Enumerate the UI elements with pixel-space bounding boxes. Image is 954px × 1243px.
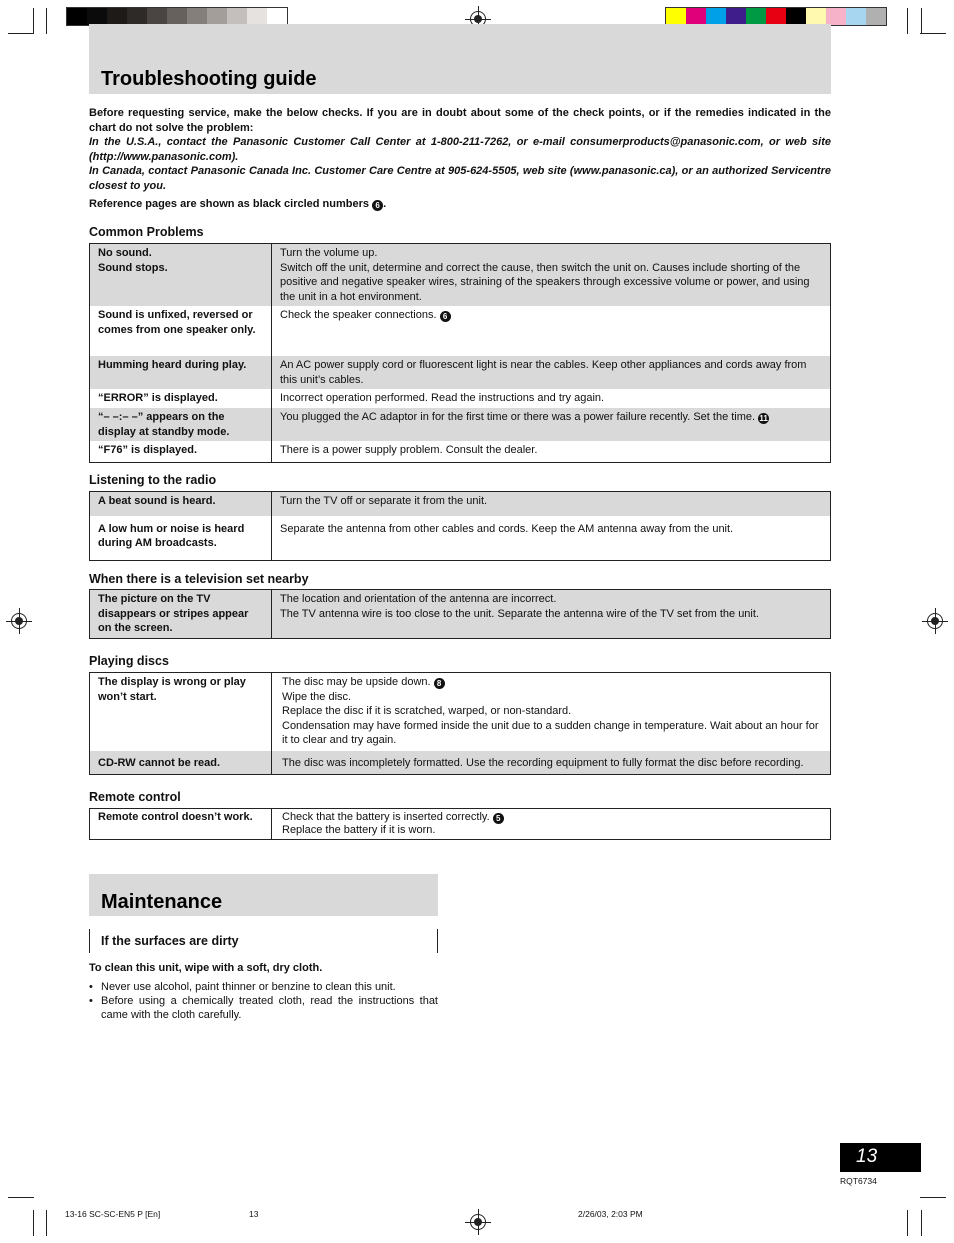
crop-mark: [33, 8, 34, 34]
print-page: 13: [249, 1209, 259, 1219]
section-heading-discs: Playing discs: [89, 654, 169, 668]
page-number: 13: [856, 1146, 878, 1167]
table-row: The display is wrong or play won’t start. The disc may be upside down. 8 Wipe the disc. Replace the disc if it is scratched, warped, or non-standard. Condensation may have formed inside the unit due to a sudden change in temperature. Wait about an hour for it to clear and try again.: [90, 673, 831, 751]
table-row: Humming heard during play. An AC power supply cord or fluorescent light is near the cables. Keep other appliances and cords away from this unit’s cables.: [90, 356, 831, 389]
color-swatch: [726, 8, 746, 25]
maintenance-subheading-box: [89, 929, 438, 953]
crop-mark: [8, 33, 34, 34]
color-swatch: [107, 8, 127, 25]
section-heading-common: Common Problems: [89, 225, 204, 239]
crop-mark: [920, 33, 946, 34]
section-heading-remote: Remote control: [89, 790, 181, 804]
color-swatch: [846, 8, 866, 25]
color-swatch: [247, 8, 267, 25]
radio-table: [89, 491, 831, 561]
table-row: “ERROR” is displayed. Incorrect operation performed. Read the instructions and try again.: [90, 389, 831, 408]
color-swatch: [227, 8, 247, 25]
color-swatch: [746, 8, 766, 25]
intro-bold: Before requesting service, make the below checks. If you are in doubt about some of the check points, or if the remedies indicated in the chart do not solve the problem:: [89, 107, 831, 134]
circled-number-icon: 6: [372, 200, 383, 211]
circled-number-icon: 8: [434, 678, 445, 689]
model-code: RQT6734: [840, 1176, 877, 1186]
crop-mark: [46, 8, 47, 34]
color-swatch: [127, 8, 147, 25]
table-row: “– –:– –” appears on the display at standby mode. You plugged the AC adaptor in for the first time or there was a power failure recently. Set the time. 11: [90, 408, 831, 441]
page-number-box: [840, 1143, 921, 1172]
intro-text: [89, 106, 831, 194]
circled-number-icon: 11: [759, 414, 768, 423]
crop-mark: [907, 8, 908, 34]
file-name: 13-16 SC-SC-EN5 P [En]: [65, 1209, 161, 1219]
discs-table: [89, 672, 831, 775]
reference-note: Reference pages are shown as black circled numbers 6 .: [89, 198, 387, 210]
crop-mark: [920, 1197, 946, 1198]
table-row: A beat sound is heard. Turn the TV off or separate it from the unit.: [90, 492, 831, 516]
clean-instruction: To clean this unit, wipe with a soft, dry cloth.: [89, 962, 323, 974]
maintenance-subheading: If the surfaces are dirty: [101, 934, 239, 948]
registration-mark-icon: [927, 613, 943, 629]
color-swatch: [67, 8, 87, 25]
remote-table: [89, 808, 831, 840]
color-swatch: [207, 8, 227, 25]
color-swatch: [87, 8, 107, 25]
color-swatch: [766, 8, 786, 25]
color-swatch: [706, 8, 726, 25]
maintenance-title-band: [89, 874, 438, 916]
table-row: Sound is unfixed, reversed or comes from one speaker only. Check the speaker connections. 6: [90, 306, 831, 356]
intro-usa: In the U.S.A., contact the Panasonic Customer Call Center at 1-800-211-7262, or e-mail consumerproducts@panasonic.com, or web site (http://www.panasonic.com).: [89, 136, 831, 163]
table-row: The picture on the TV disappears or stripes appear on the screen. The location and orientation of the antenna are incorrect. The TV antenna wire is too close to the unit. Separate the antenna wire of the TV set from the unit.: [90, 590, 831, 639]
section-heading-radio: Listening to the radio: [89, 473, 217, 487]
troubleshooting-title-band: [89, 24, 831, 94]
color-swatch: [806, 8, 826, 25]
color-swatch: [187, 8, 207, 25]
maintenance-title: Maintenance: [101, 891, 223, 913]
crop-mark: [907, 1210, 908, 1236]
tv-table: [89, 589, 831, 639]
table-row: CD-RW cannot be read. The disc was incompletely formatted. Use the recording equipment to fully format the disc before recording.: [90, 751, 831, 775]
circled-number-icon: 6: [440, 311, 451, 322]
crop-mark: [8, 1197, 34, 1198]
print-date: 2/26/03, 2:03 PM: [578, 1209, 643, 1219]
circled-number-icon: 5: [493, 813, 504, 824]
crop-mark: [921, 8, 922, 34]
intro-canada: In Canada, contact Panasonic Canada Inc. Customer Care Centre at 905-624-5505, web site (www.panasonic.ca), or an authorized Servicentre closest to you.: [89, 165, 831, 192]
crop-mark: [46, 1210, 47, 1236]
color-swatch: [866, 8, 886, 25]
table-row: A low hum or noise is heard during AM broadcasts. Separate the antenna from other cables and cords. Keep the AM antenna away from the unit.: [90, 516, 831, 561]
color-swatch: [666, 8, 686, 25]
list-item: • Before using a chemically treated cloth, read the instructions that came with the cloth carefully.: [89, 994, 438, 1022]
maintenance-bullets: [89, 980, 438, 1023]
color-swatch: [267, 8, 287, 25]
color-swatch: [826, 8, 846, 25]
crop-mark: [921, 1210, 922, 1236]
color-swatch: [167, 8, 187, 25]
table-row: No sound. Sound stops. Turn the volume up. Switch off the unit, determine and correct the cause, then switch the unit on. Causes include shorting of the positive and negative speaker wires, straining of the speakers through excessive volume or power, and using the unit in a hot environment.: [90, 244, 831, 307]
color-swatch: [686, 8, 706, 25]
section-heading-tv: When there is a television set nearby: [89, 572, 309, 586]
list-item: • Never use alcohol, paint thinner or benzine to clean this unit.: [89, 980, 438, 994]
page-title: Troubleshooting guide: [101, 68, 317, 90]
color-swatch: [147, 8, 167, 25]
registration-mark-icon: [11, 613, 27, 629]
crop-mark: [33, 1210, 34, 1236]
table-row: Remote control doesn’t work. Check that the battery is inserted correctly. 5 Replace the battery if it is worn.: [90, 809, 831, 840]
common-problems-table: [89, 243, 831, 463]
color-swatch: [786, 8, 806, 25]
table-row: “F76” is displayed. There is a power supply problem. Consult the dealer.: [90, 441, 831, 462]
registration-mark-icon: [470, 1214, 486, 1230]
